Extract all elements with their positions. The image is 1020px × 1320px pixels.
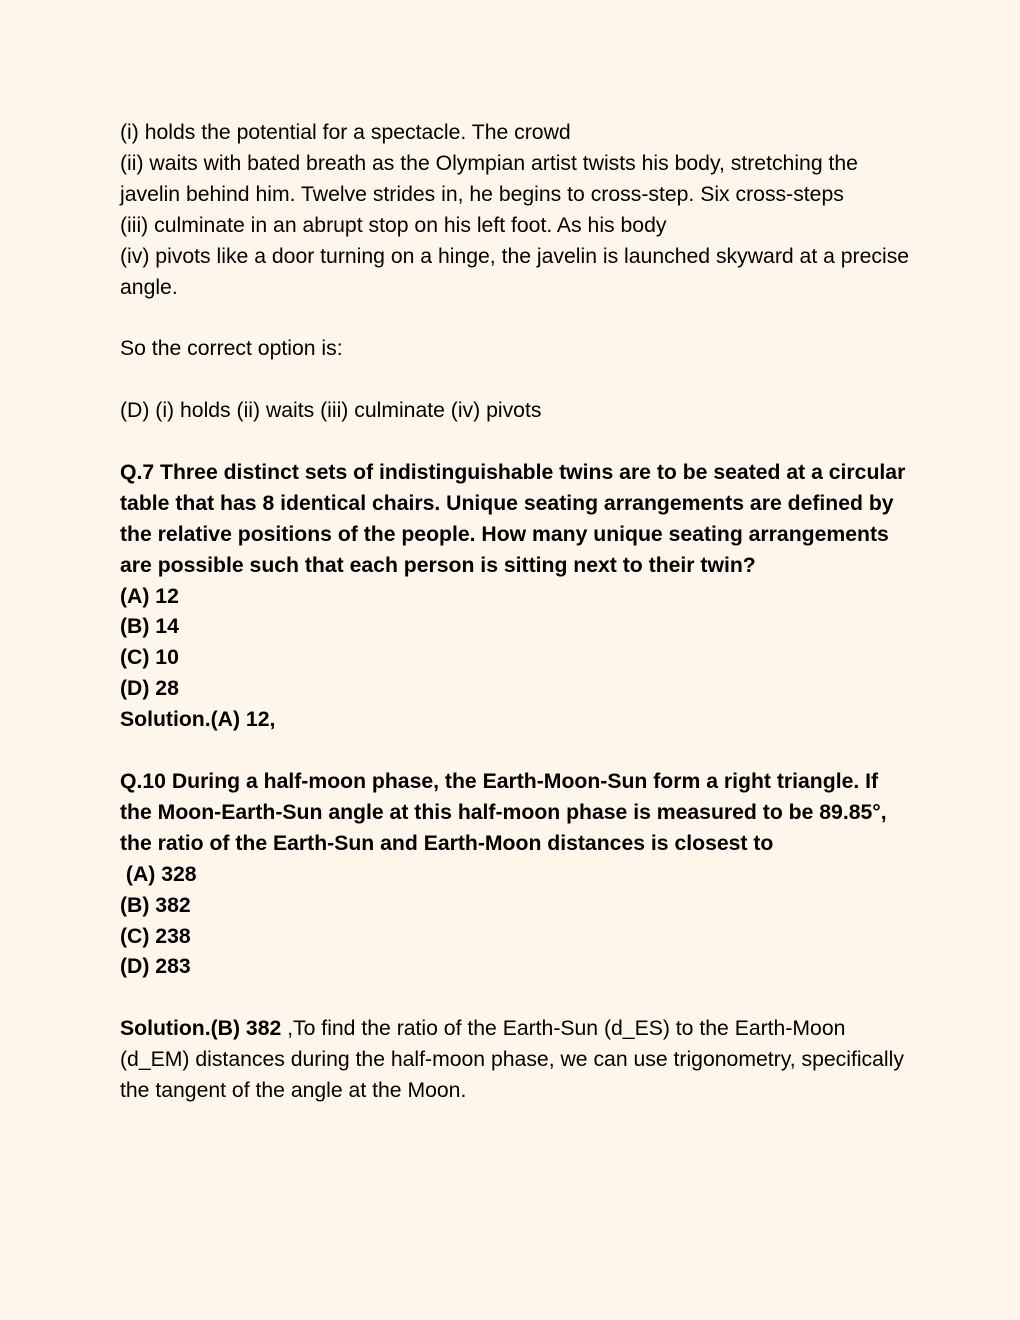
document-page — [120, 118, 910, 1107]
spacer — [120, 983, 910, 1014]
question-10-option-a: (A) 328 — [120, 862, 197, 886]
passage-line-iii: (iii) culminate in an abrupt stop on his left foot. As his body — [120, 213, 667, 237]
question-10-option-d: (D) 283 — [120, 955, 191, 979]
question-7-option-b: (B) 14 — [120, 615, 179, 639]
passage-line-iv: (iv) pivots like a door turning on a hinge, the javelin is launched skyward at a precise angle. — [120, 244, 910, 299]
question-7-section — [120, 458, 910, 767]
passage-line-i: (i) holds the potential for a spectacle. The crowd — [120, 121, 571, 144]
question-10-solution-label: Solution.(B) 382 — [120, 1017, 282, 1041]
conclusion-label: So the correct option is: — [120, 337, 343, 361]
spacer — [120, 303, 910, 334]
passage-line-ii: (ii) waits with bated breath as the Olympian artist twists his body, stretching the javelin behind him. Twelve strides in, he begins to cross-step. Six cross-steps — [120, 151, 858, 206]
question-10-text: Q.10 During a half-moon phase, the Earth-Moon-Sun form a right triangle. If the Moon-Earth-Sun angle at this half-moon phase is measured to be 89.85°, the ratio of the Earth-Sun and Earth-Moon distances is closest to — [120, 769, 887, 855]
question-7-solution: Solution.(A) 12, — [120, 708, 276, 732]
passage-answer: (D) (i) holds (ii) waits (iii) culminate (iv) pivots — [120, 399, 542, 423]
question-10-solution-text: ,To find the ratio of the Earth-Sun (d_ES) to the Earth-Moon (d_EM) distances during the half-moon phase, we can use trigonometry, specifically the tangent of the angle at the Moon. — [120, 1017, 904, 1103]
spacer — [120, 736, 910, 767]
question-7-option-a: (A) 12 — [120, 584, 179, 608]
question-10-solution — [120, 1014, 910, 1107]
question-10-option-c: (C) 238 — [120, 924, 191, 948]
question-10-option-b: (B) 382 — [120, 893, 191, 917]
passage-section — [120, 118, 910, 458]
question-7-option-d: (D) 28 — [120, 677, 179, 701]
question-10-section — [120, 767, 910, 1107]
spacer — [120, 427, 910, 458]
question-7-text: Q.7 Three distinct sets of indistinguishable twins are to be seated at a circular table that has 8 identical chairs. Unique seating arrangements are defined by the relative positions of the people. How many unique seating arrangements are possible such that each person is sitting next to their twin? — [120, 460, 906, 577]
question-7-option-c: (C) 10 — [120, 646, 179, 670]
spacer — [120, 365, 910, 396]
